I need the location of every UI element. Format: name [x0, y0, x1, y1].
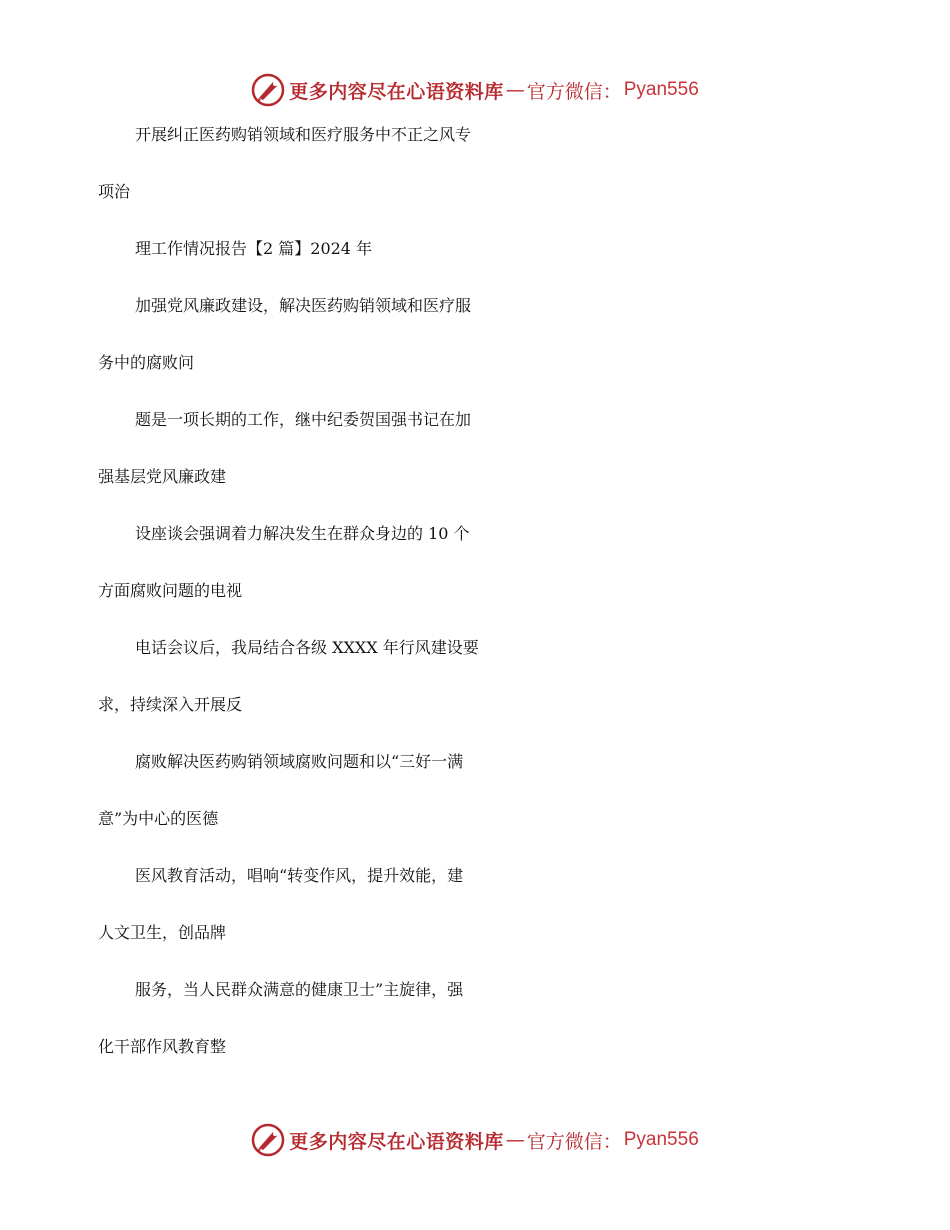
text-line: 题是一项长期的工作，继中纪委贺国强书记在加: [135, 410, 472, 429]
text-line: 开展纠正医药购销领域和医疗服务中不正之风专: [135, 125, 472, 144]
footer-watermark-banner: [0, 1120, 950, 1160]
text-line: 方面腐败问题的电视: [98, 581, 243, 600]
text-line: 电话会议后，我局结合各级 XXXX 年行风建设要: [135, 638, 479, 657]
banner-brand-text: 更多内容尽在心语资料库: [289, 80, 504, 103]
banner-dash: —: [505, 79, 525, 101]
pen-logo-icon: [251, 1123, 285, 1157]
header-watermark-banner: [0, 70, 950, 110]
banner-wechat-label: 官方微信：: [526, 1130, 622, 1153]
text-line: 强基层党风廉政建: [98, 467, 227, 486]
pen-logo-icon: [251, 73, 285, 107]
text-line: 项治: [98, 182, 131, 201]
banner-wechat-handle: Pyan556: [623, 1129, 699, 1150]
banner-brand-text: 更多内容尽在心语资料库: [289, 1130, 504, 1153]
text-line: 腐败解决医药购销领域腐败问题和以“三好一满: [135, 752, 464, 771]
text-line: 化干部作风教育整: [98, 1037, 227, 1056]
text-line: 服务，当人民群众满意的健康卫士”主旋律，强: [135, 980, 464, 999]
text-line: 加强党风廉政建设，解决医药购销领域和医疗服: [135, 296, 472, 315]
text-line: 求，持续深入开展反: [98, 695, 243, 714]
text-line: 医风教育活动，唱响“转变作风，提升效能，建: [135, 866, 464, 885]
text-line: 人文卫生，创品牌: [98, 923, 227, 942]
banner-wechat-handle: Pyan556: [623, 79, 699, 100]
document-body: [98, 122, 858, 1091]
text-line: 意”为中心的医德: [98, 809, 219, 828]
text-line: 理工作情况报告【2 篇】2024 年: [135, 239, 373, 258]
banner-dash: —: [505, 1129, 525, 1151]
banner-wechat-label: 官方微信：: [526, 80, 622, 103]
text-line: 务中的腐败问: [98, 353, 195, 372]
text-line: 设座谈会强调着力解决发生在群众身边的 10 个: [135, 524, 470, 543]
